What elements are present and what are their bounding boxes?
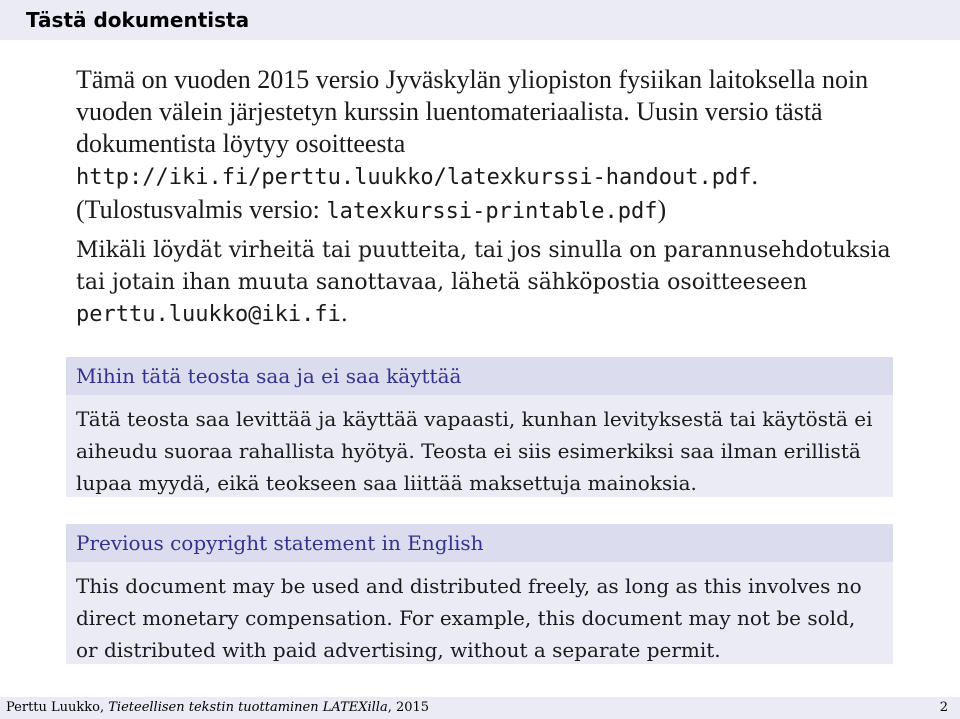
english-copyright-body: This document may be used and distributed freely, as long as this involves no direct monetary compensation. For example, this document may not be sold, or distributed with paid advertising, without a separate permit. [66,562,893,664]
printable-suffix: ) [657,195,667,224]
footer-year: , 2015 [387,700,430,715]
finnish-terms-title: Mihin tätä teosta saa ja ei saa käyttää [66,357,893,395]
footer-title: Tieteellisen tekstin tuottaminen LATEXilla [108,700,388,715]
footer-author: Perttu Luukko, [6,700,109,715]
frame-title: Tästä dokumentista [0,0,960,40]
intro-text: Tämä on vuoden 2015 versio Jyväskylän yliopiston fysiikan laitoksella noin vuoden välein järjestetyn kurssin luentomateriaalista. Uusin versio tästä dokumentista löytyy osoitteesta [76,65,869,158]
intro-paragraph [76,64,906,228]
footer-bar [0,697,960,719]
feedback-text: Mikäli löydät virheitä tai puutteita, tai jos sinulla on parannusehdotuksia tai jotain ihan muuta sanottavaa, lähetä sähköpostia osoitteeseen [76,238,891,295]
printable-file-link[interactable]: latexkurssi-printable.pdf [326,199,658,224]
email-link[interactable]: perttu.luukko@iki.fi [76,302,341,327]
intro-period: . [751,161,759,190]
printable-prefix: (Tulostusvalmis versio: [76,195,327,224]
handout-url-link[interactable]: http://iki.fi/perttu.luukko/latexkurssi-handout.pdf [76,165,752,190]
english-copyright-title: Previous copyright statement in English [66,524,893,562]
page-number: 2 [939,700,948,715]
feedback-paragraph [76,235,906,331]
finnish-terms-body: Tätä teosta saa levittää ja käyttää vapaasti, kunhan levityksestä tai käytöstä ei aiheudu suoraa rahallista hyötyä. Teosta ei siis esimerkiksi saa ilman erillistä lupaa myydä, eikä teokseen saa liittää maksettuja mainoksia. [66,395,893,497]
feedback-period: . [340,302,348,327]
